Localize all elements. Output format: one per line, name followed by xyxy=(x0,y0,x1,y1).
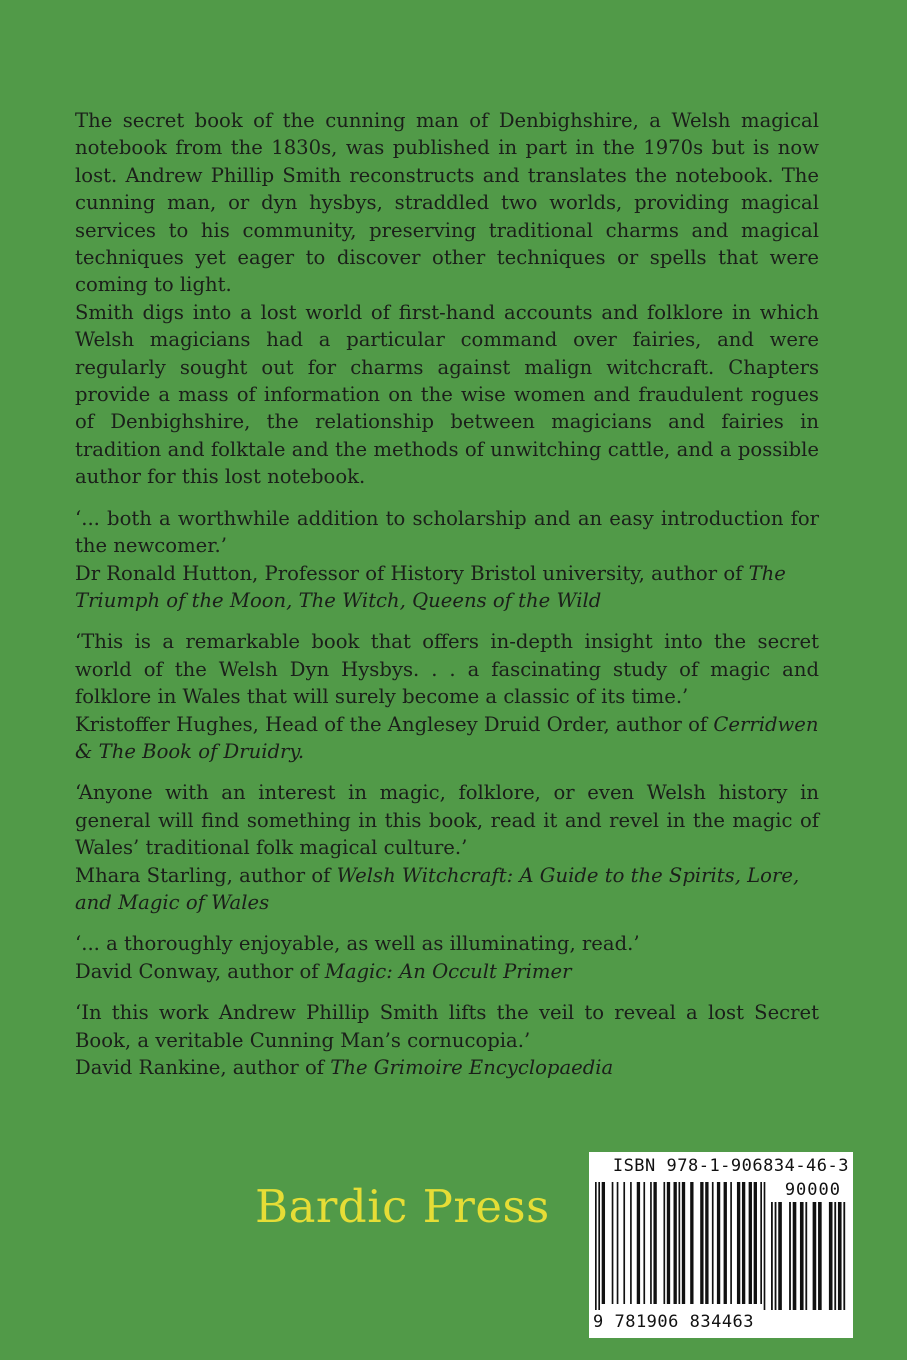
review-quote-starling xyxy=(75,779,819,916)
barcode-bar xyxy=(712,1182,714,1304)
barcode-bars-icon xyxy=(595,1182,767,1310)
barcode-bar xyxy=(705,1182,708,1304)
barcode-bar xyxy=(643,1182,645,1304)
quote-attribution: Kristoffer Hughes, Head of the Anglesey Druid Order, author of Cerridwen & The Book of Druidry. xyxy=(75,712,819,763)
barcode-bar xyxy=(775,1202,777,1310)
barcode-bar xyxy=(667,1182,670,1304)
barcode-bar xyxy=(630,1182,632,1304)
barcode-bar xyxy=(813,1202,817,1310)
barcode-addon-bars-icon xyxy=(771,1202,847,1310)
barcode-bar xyxy=(724,1182,727,1304)
barcode-bar xyxy=(637,1182,640,1304)
barcode-bar xyxy=(673,1182,676,1304)
barcode-bar xyxy=(793,1202,797,1310)
quote-text: ‘In this work Andrew Phillip Smith lifts the veil to reveal a lost Secret Book, a veritable Cunning Man’s cornucopia.’ xyxy=(75,1001,819,1052)
review-quote-hughes xyxy=(75,628,819,765)
quote-works: Cerridwen & The Book of Druidry. xyxy=(75,712,819,763)
barcode-bar xyxy=(800,1202,804,1310)
barcode-bar xyxy=(754,1182,757,1304)
barcode-bar xyxy=(650,1182,652,1304)
barcode-bar xyxy=(598,1182,600,1310)
barcode-bar xyxy=(682,1182,685,1304)
review-quote-conway xyxy=(75,930,819,985)
back-cover-text xyxy=(75,107,819,1081)
barcode-bar xyxy=(778,1202,782,1310)
barcode-bar xyxy=(617,1182,619,1304)
barcode-bar xyxy=(742,1182,745,1304)
barcode-bar xyxy=(749,1182,752,1304)
barcode-bar xyxy=(805,1202,807,1310)
barcode-bar xyxy=(834,1202,836,1310)
quote-text: ‘Anyone with an interest in magic, folklore, or even Welsh history in general will find something in this book, read it and revel in the magic of Wales’ traditional folk magical culture.’ xyxy=(75,781,819,860)
barcode xyxy=(589,1152,853,1338)
review-quote-rankine xyxy=(75,999,819,1081)
barcode-bar xyxy=(789,1202,791,1310)
quote-text: ‘... a thoroughly enjoyable, as well as illuminating, read.’ xyxy=(75,932,640,956)
barcode-bar xyxy=(612,1182,614,1304)
blurb-paragraph-2: Smith digs into a lost world of first-hand accounts and folklore in which Welsh magicians had a particular command over fairies, and were regularly sought out for charms against malign witchcraft. Chapters provide a mass of information on the wise women and fraudulent rogues of Denbighshire, the relationship between magicians and fairies in tradition and folktale and the methods of unwitching cattle, and a possible author for this lost notebook. xyxy=(75,300,819,489)
quote-works: The Triumph of the Moon, The Witch, Queens of the Wild xyxy=(75,561,786,612)
blurb-paragraph-1: The secret book of the cunning man of Denbighshire, a Welsh magical notebook from the 1830s, was published in part in the 1970s but is now lost. Andrew Phillip Smith reconstructs and translates the notebook. The cunning man, or dyn hysbys, straddled two worlds, providing magical services to his community, preserving traditional charms and magical techniques yet eager to discover other techniques or spells that were coming to light. xyxy=(75,109,819,297)
barcode-bar xyxy=(717,1182,720,1304)
quote-works: Magic: An Occult Primer xyxy=(324,959,572,983)
quote-attribution: David Rankine, author of The Grimoire Encyclopaedia xyxy=(75,1056,614,1079)
ean-digits-label: 9 781906 834463 xyxy=(593,1312,755,1332)
publisher-logo: Bardic Press xyxy=(255,1180,550,1233)
price-addon-label: 90000 xyxy=(784,1180,841,1200)
barcode-bar xyxy=(679,1182,681,1304)
barcode-bar xyxy=(771,1202,773,1310)
barcode-bar xyxy=(623,1182,625,1304)
quote-works: The Grimoire Encyclopaedia xyxy=(330,1056,614,1079)
barcode-bar xyxy=(737,1182,740,1304)
quote-attribution: Dr Ronald Hutton, Professor of History Bristol university, author of The Triumph of the Moon, The Witch, Queens of the Wild xyxy=(75,561,786,612)
barcode-bar xyxy=(602,1182,605,1304)
barcode-bar xyxy=(653,1182,656,1304)
barcode-bar xyxy=(764,1182,766,1310)
barcode-bar xyxy=(760,1182,762,1304)
review-quote-hutton xyxy=(75,505,819,615)
barcode-bar xyxy=(595,1182,597,1310)
quote-works: Welsh Witchcraft: A Guide to the Spirits, Lore, and Magic of Wales xyxy=(75,863,800,914)
barcode-bar xyxy=(829,1202,833,1310)
quote-text: ‘This is a remarkable book that offers in-depth insight into the secret world of the Welsh Dyn Hysbys. . . a fascinating study of magic and folklore in Wales that will surely become a classic of its time.’ xyxy=(75,630,819,709)
barcode-bar xyxy=(690,1182,693,1304)
barcode-bar xyxy=(730,1182,732,1304)
barcode-bar xyxy=(838,1202,842,1310)
quote-attribution: Mhara Starling, author of Welsh Witchcraft: A Guide to the Spirits, Lore, and Magic of Wales xyxy=(75,863,800,914)
barcode-bar xyxy=(700,1182,703,1304)
quote-attribution: David Conway, author of Magic: An Occult Primer xyxy=(75,959,572,983)
barcode-bar xyxy=(663,1182,665,1304)
barcode-bar xyxy=(818,1202,822,1310)
quote-text: ‘... both a worthwhile addition to scholarship and an easy introduction for the newcomer.’ xyxy=(75,506,819,558)
barcode-bar xyxy=(843,1202,845,1310)
isbn-label: ISBN 978-1-906834-46-3 xyxy=(612,1156,849,1176)
book-blurb xyxy=(75,107,819,491)
